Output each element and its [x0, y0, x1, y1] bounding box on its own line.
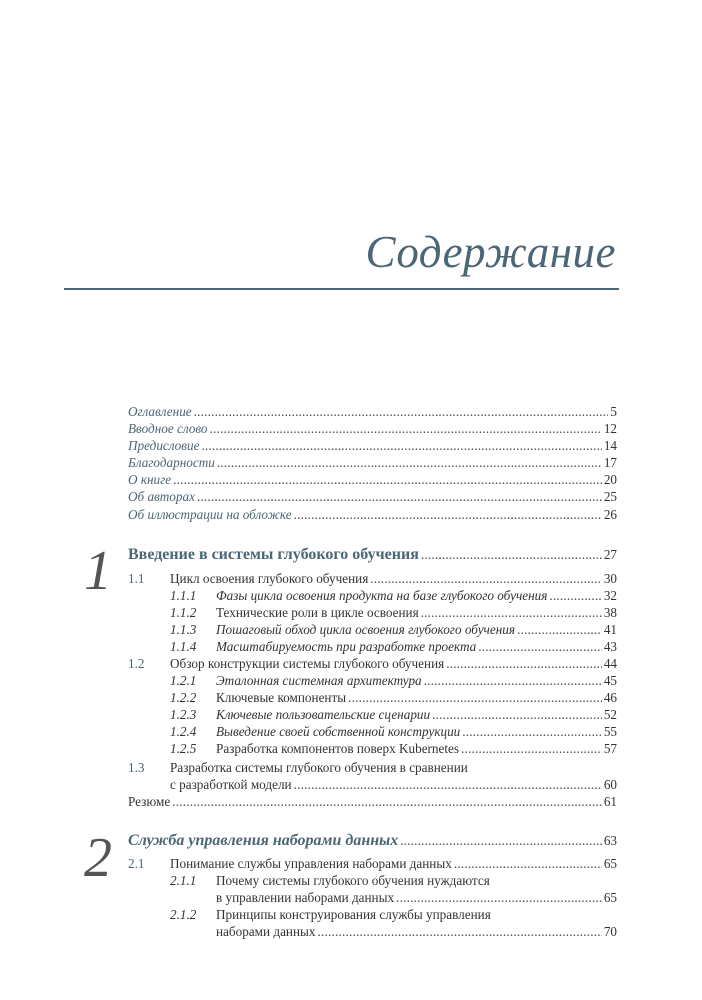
toc-entry[interactable]: [128, 403, 617, 420]
leader-dots: [194, 403, 609, 420]
subsection-title-line1: Принципы конструирования службы управления: [216, 907, 491, 922]
subsection-title: Ключевые пользовательские сценарии: [216, 707, 431, 722]
subsection-entry[interactable]: [170, 672, 617, 689]
subsection-entry-multiline[interactable]: [170, 872, 490, 889]
subsection-number: 2.1.2: [170, 907, 197, 922]
subsection-title-line2: наборами данных: [216, 924, 316, 939]
leader-dots: [400, 832, 602, 849]
section-title-line1: Разработка системы глубокого обучения в сравнении: [170, 760, 468, 775]
section-page: 65: [603, 856, 617, 871]
leader-dots: [421, 546, 602, 563]
section-title: Цикл освоения глубокого обучения: [170, 571, 369, 586]
toc-entry-page: 17: [603, 455, 617, 470]
chapter-number: 2: [84, 827, 112, 889]
leader-dots: [294, 776, 602, 793]
leader-dots: [294, 506, 602, 523]
leader-dots: [421, 604, 602, 621]
summary-page: 61: [603, 794, 617, 809]
toc-entry-title: Об иллюстрации на обложке: [128, 507, 292, 522]
subsection-number: 1.2.2: [170, 690, 197, 705]
leader-dots: [424, 672, 602, 689]
section-number: 1.3: [128, 760, 145, 775]
chapter-number: 1: [84, 540, 112, 602]
section-page: 44: [603, 656, 617, 671]
chapter-entry[interactable]: [128, 832, 617, 849]
subsection-page: 46: [603, 690, 617, 705]
subsection-title: Выведение своей собственной конструкции: [216, 724, 461, 739]
section-number: 2.1: [128, 856, 145, 871]
toc-entry-page: 5: [610, 404, 617, 419]
leader-dots: [462, 723, 602, 740]
leader-dots: [446, 655, 602, 672]
section-entry[interactable]: [128, 855, 617, 872]
summary-entry[interactable]: [128, 793, 617, 810]
subsection-title: Фазы цикла освоения продукта на базе глубокого обучения: [216, 588, 548, 603]
leader-dots: [210, 420, 602, 437]
toc-entry[interactable]: [128, 437, 617, 454]
leader-dots: [549, 587, 601, 604]
subsection-page: 70: [603, 924, 617, 939]
subsection-entry-continuation[interactable]: [216, 889, 617, 906]
chapter-page: 63: [603, 833, 617, 848]
toc-entry-page: 26: [603, 507, 617, 522]
subsection-number: 1.1.3: [170, 622, 197, 637]
chapter-title: Введение в системы глубокого обучения: [128, 546, 419, 563]
subsection-number: 1.2.4: [170, 724, 197, 739]
subsection-entry[interactable]: [170, 706, 617, 723]
subsection-entry-multiline[interactable]: [170, 906, 491, 923]
leader-dots: [318, 923, 602, 940]
chapter-page: 27: [603, 547, 617, 562]
summary-title: Резюме: [128, 794, 171, 809]
toc-entry[interactable]: [128, 471, 617, 488]
leader-dots: [197, 488, 602, 505]
subsection-page: 52: [603, 707, 617, 722]
leader-dots: [348, 689, 602, 706]
page-title: Содержание: [365, 227, 616, 277]
toc-entry-title: Оглавление: [128, 404, 192, 419]
leader-dots: [396, 889, 602, 906]
toc-entry[interactable]: [128, 506, 617, 523]
toc-entry-page: 12: [603, 421, 617, 436]
toc-entry-page: 14: [603, 438, 617, 453]
subsection-title: Ключевые компоненты: [216, 690, 347, 705]
leader-dots: [370, 570, 602, 587]
leader-dots: [461, 740, 602, 757]
subsection-number: 1.1.4: [170, 639, 197, 654]
subsection-title: Разработка компонентов поверх Kubernetes: [216, 741, 460, 756]
subsection-entry-continuation[interactable]: [216, 923, 617, 940]
toc-entry-title: Вводное слово: [128, 421, 208, 436]
toc-entry-title: Благодарности: [128, 455, 215, 470]
section-entry[interactable]: [128, 570, 617, 587]
section-entry-multiline[interactable]: [128, 759, 468, 776]
subsection-entry[interactable]: [170, 689, 617, 706]
toc-entry[interactable]: [128, 454, 617, 471]
toc-entry[interactable]: [128, 488, 617, 505]
section-page: 30: [603, 571, 617, 586]
subsection-number: 1.1.1: [170, 588, 197, 603]
chapter-entry[interactable]: [128, 546, 617, 563]
section-title: Понимание службы управления наборами данных: [170, 856, 452, 871]
subsection-entry[interactable]: [170, 604, 617, 621]
leader-dots: [432, 706, 602, 723]
toc-entry-title: Предисловие: [128, 438, 200, 453]
subsection-page: 32: [603, 588, 617, 603]
leader-dots: [454, 855, 602, 872]
toc-entry-title: Об авторах: [128, 489, 195, 504]
section-title-line2: с разработкой модели: [170, 777, 292, 792]
subsection-entry[interactable]: [170, 740, 617, 757]
toc-entry-title: О книге: [128, 472, 172, 487]
toc-entry[interactable]: [128, 420, 617, 437]
subsection-page: 65: [603, 890, 617, 905]
subsection-number: 2.1.1: [170, 873, 197, 888]
subsection-page: 41: [603, 622, 617, 637]
leader-dots: [173, 471, 602, 488]
subsection-title-line2: в управлении наборами данных: [216, 890, 395, 905]
title-underline: [64, 288, 619, 290]
section-entry[interactable]: [128, 655, 617, 672]
toc-entry-page: 20: [603, 472, 617, 487]
subsection-number: 1.1.2: [170, 605, 197, 620]
subsection-page: 55: [603, 724, 617, 739]
subsection-title: Эталонная системная архитектура: [216, 673, 422, 688]
section-number: 1.2: [128, 656, 145, 671]
subsection-number: 1.2.3: [170, 707, 197, 722]
subsection-page: 43: [603, 639, 617, 654]
leader-dots: [201, 437, 601, 454]
section-title: Обзор конструкции системы глубокого обучения: [170, 656, 445, 671]
subsection-entry[interactable]: [170, 723, 617, 740]
subsection-title: Масштабируемость при разработке проекта: [216, 639, 477, 654]
subsection-entry[interactable]: [170, 621, 617, 638]
subsection-entry[interactable]: [170, 587, 617, 604]
leader-dots: [517, 621, 602, 638]
subsection-number: 1.2.1: [170, 673, 197, 688]
subsection-page: 57: [603, 741, 617, 756]
subsection-title-line1: Почему системы глубокого обучения нуждаются: [216, 873, 490, 888]
subsection-title: Технические роли в цикле освоения: [216, 605, 419, 620]
section-page: 60: [603, 777, 617, 792]
leader-dots: [217, 454, 602, 471]
leader-dots: [172, 793, 602, 810]
subsection-title: Пошаговый обход цикла освоения глубокого обучения: [216, 622, 515, 637]
subsection-number: 1.2.5: [170, 741, 197, 756]
chapter-title: Служба управления наборами данных: [128, 832, 399, 849]
subsection-page: 38: [603, 605, 617, 620]
section-entry-continuation[interactable]: [170, 776, 617, 793]
subsection-page: 45: [603, 673, 617, 688]
subsection-entry[interactable]: [170, 638, 617, 655]
leader-dots: [478, 638, 602, 655]
section-number: 1.1: [128, 571, 145, 586]
toc-entry-page: 25: [603, 489, 617, 504]
